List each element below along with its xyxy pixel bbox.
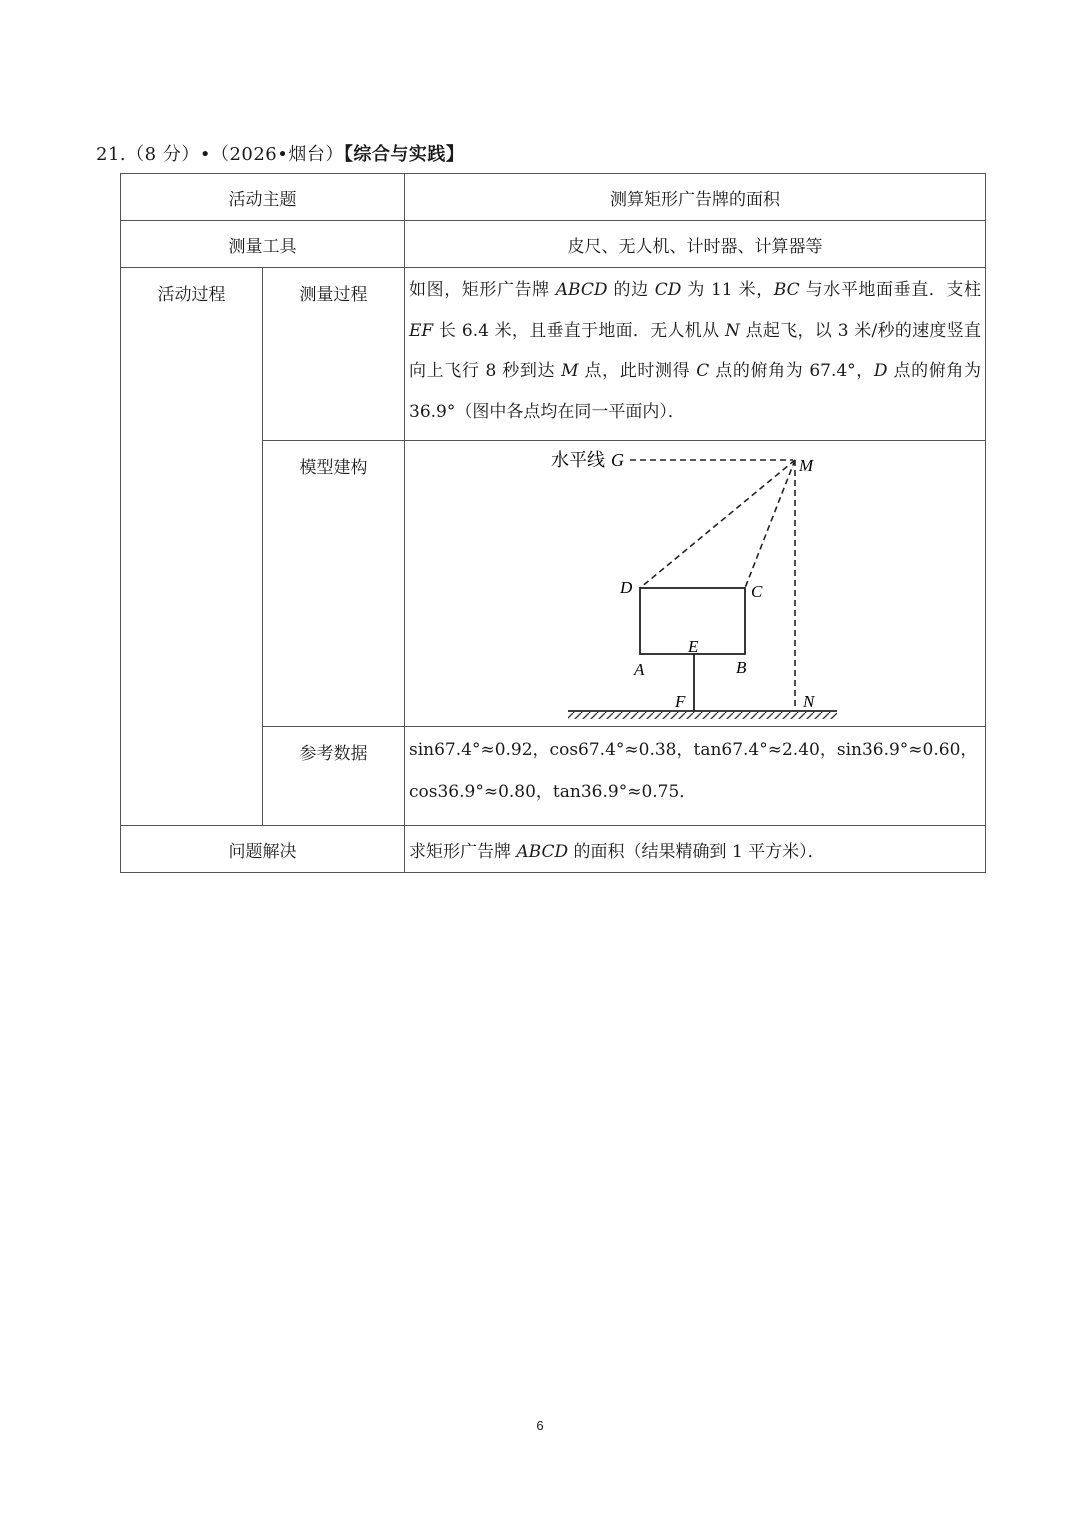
process-label: 活动过程 <box>121 268 263 826</box>
solve-text: 求矩形广告牌 ABCD 的面积（结果精确到 1 平方米）． <box>405 826 986 873</box>
theme-value: 测算矩形广告牌的面积 <box>405 174 986 221</box>
point-f-label: F <box>675 692 686 711</box>
reference-label: 参考数据 <box>263 727 405 826</box>
point-d-label: D <box>620 578 633 597</box>
tools-label: 测量工具 <box>121 221 405 268</box>
tools-value: 皮尺、无人机、计时器、计算器等 <box>405 221 986 268</box>
reference-data <box>405 727 986 826</box>
question-number: 21. <box>96 144 127 165</box>
measure-label: 测量过程 <box>263 268 405 441</box>
sight-line-md <box>640 460 795 588</box>
solve-label: 问题解决 <box>121 826 405 873</box>
point-e-label: E <box>688 637 699 656</box>
reference-line-1: sin67.4°≈0.92，cos67.4°≈0.38，tan67.4°≈2.40，sin36.9°≈0.60， <box>409 740 978 760</box>
model-diagram <box>405 441 985 729</box>
horizon-label: 水平线 <box>551 450 605 470</box>
point-m-label: M <box>799 456 814 475</box>
point-a-label: A <box>634 660 645 679</box>
reference-line-2: cos36.9°≈0.80，tan36.9°≈0.75． <box>409 782 697 802</box>
question-header <box>96 140 464 166</box>
activity-table <box>120 173 986 873</box>
model-diagram-cell <box>405 441 986 727</box>
ground-hatch <box>568 712 837 719</box>
question-score: （8 分） <box>126 144 200 165</box>
point-c-label: C <box>751 582 763 601</box>
page-number: 6 <box>536 1418 544 1433</box>
sight-line-mc <box>745 460 795 588</box>
question-source: •（2026•烟台） <box>199 144 344 165</box>
measure-text: 如图，矩形广告牌 ABCD 的边 CD 为 11 米，BC 与水平地面垂直．支柱 EF 长 6.4 米，且垂直于地面．无人机从 N 点起飞，以 3 米/秒的速度竖直向上飞行 8 秒到达 M 点，此时测得 C 点的俯角为 67.4°，D 点的俯角为 36.9°（图中各点均在同一平面内）． <box>405 268 986 441</box>
point-g-label: G <box>611 450 624 470</box>
question-tag: 【综合与实践】 <box>343 144 465 165</box>
theme-label: 活动主题 <box>121 174 405 221</box>
point-n-label: N <box>803 692 815 711</box>
model-label: 模型建构 <box>263 441 405 727</box>
point-b-label: B <box>736 658 747 677</box>
